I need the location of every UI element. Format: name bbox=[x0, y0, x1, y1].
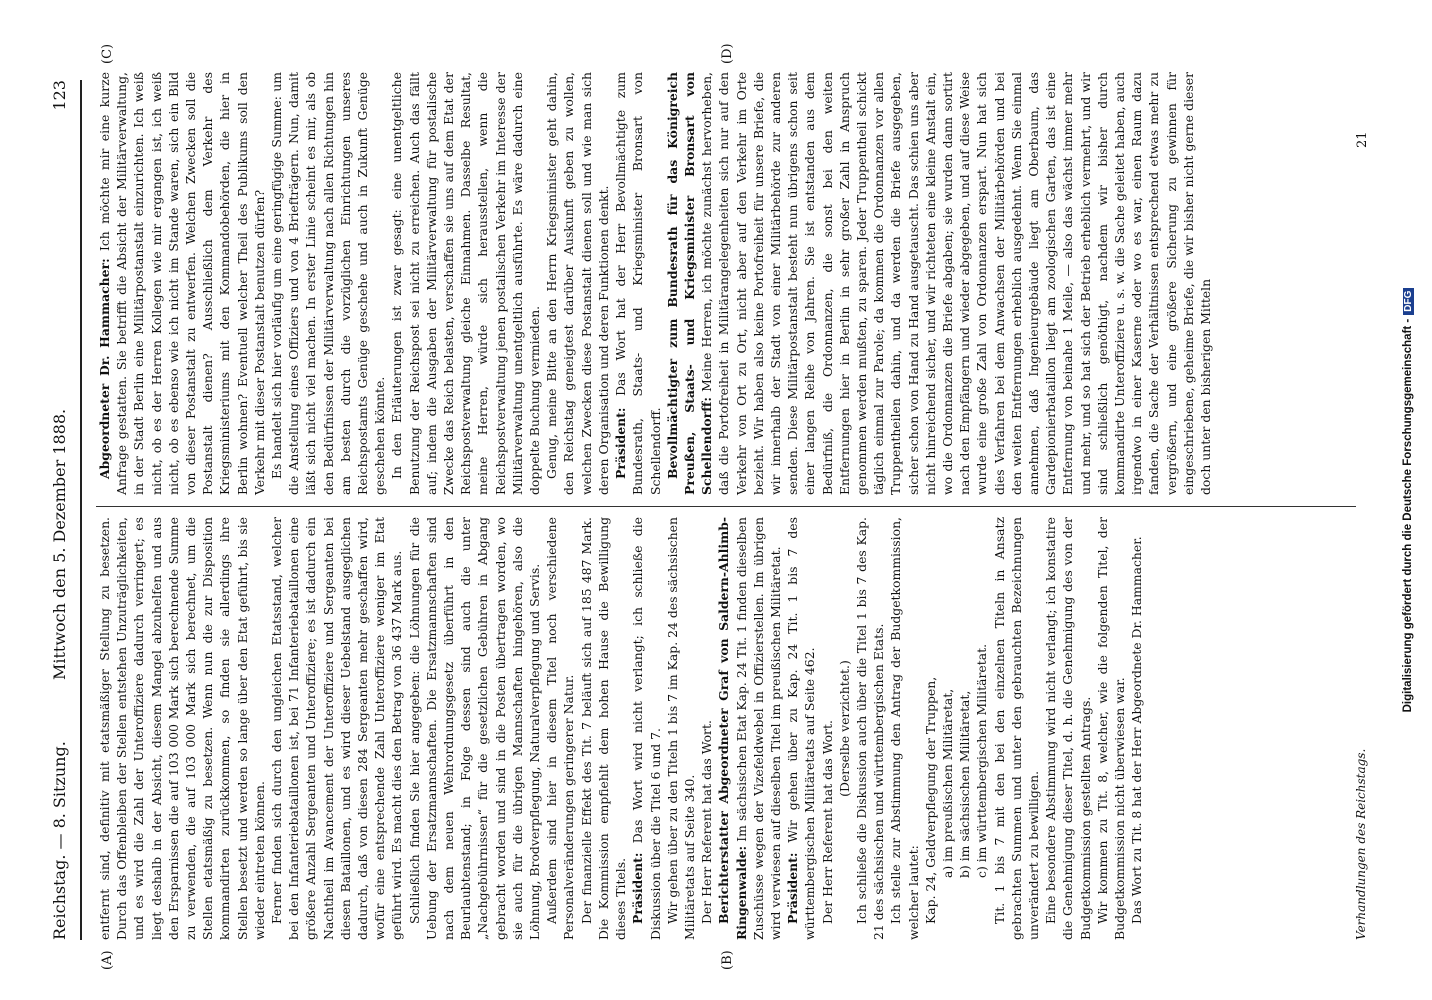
paragraph bbox=[268, 72, 388, 495]
paragraph bbox=[96, 72, 268, 495]
paragraph bbox=[406, 517, 544, 940]
paragraph bbox=[887, 517, 921, 940]
paragraph-text: Wir gehen über zu den Titeln 1 bis 7 im Kap. 24 des sächsischen Militäretats auf Seite 340. bbox=[664, 517, 697, 940]
header-rule bbox=[80, 80, 82, 940]
paragraph-text: Das Wort zu Tit. 8 hat der Herr Abgeordnete Dr. Hammacher. bbox=[1129, 536, 1145, 924]
paragraph bbox=[612, 72, 664, 495]
paragraph-text: In den Erläuterungen ist zwar gesagt: eine unentgeltliche Benutzung der Reichspost sei nicht zu erreichen. Auch das fällt auf; indem die Ausgaben der Militärverwaltung für postalische Zwecke das Reich belasten, verschaffen sie uns auf dem Etat der Reichspostverwaltung gleiche Einnahmen. Dasselbe Resultat, meine Herren, würde sich herausstellen, wenn die Reichspostverwaltung jenen postalischen Verkehr im Interesse der Militärverwaltung unentgeltlich ausführte. Es wäre dadurch eine doppelte Buchung vermieden. bbox=[389, 72, 543, 495]
header-date: Mittwoch den 5. Dezember 1888. bbox=[50, 408, 69, 680]
header-left: Reichstag. — 8. Sitzung. bbox=[50, 741, 69, 940]
paragraph-text: entfernt sind, definitiv mit etatsmäßiger Stellung zu besetzen. Durch das Offenbleiben der Stellen entstehen Unzuträglichkeiten, und es wird die Zahl der Unteroffiziere dadurch verringert; es liegt deshalb in der Absicht, diesem Mangel abzuhelfen und aus den Ersparnissen die auf 103 000 Mark sich berechnende Summe zu verwenden, die auf 103 000 Mark sich berechnet, um die Stellen etatsmäßig zu besetzen. Wenn nun die zur Disposition kommandirten zurückkommen, so finden sie allerdings ihre Stellen besetzt und werden so lange über den Etat geführt, bis sie wieder eintreten können. bbox=[97, 517, 267, 940]
page-header bbox=[50, 80, 80, 940]
paragraph bbox=[715, 517, 784, 940]
paragraph-text: Kap. 24, Geldverpflegung der Truppen, bbox=[922, 676, 938, 924]
paragraph bbox=[922, 517, 939, 924]
paragraph bbox=[578, 517, 630, 940]
paragraph-text: Tit. 1 bis 7 mit den bei den einzelnen Titeln in Ansatz gebrachten Summen und unter den gebrauchten Bezeichnungen unverändert zu bewilligen. bbox=[991, 517, 1041, 940]
paragraph bbox=[819, 517, 836, 940]
footer-title: Verhandlungen des Reichstags. bbox=[1354, 748, 1368, 940]
paragraph bbox=[629, 517, 663, 940]
paragraph bbox=[991, 517, 1043, 940]
paragraph-text: Der Herr Referent hat das Wort. bbox=[819, 720, 835, 924]
paragraph-text: Genug, meine Bitte an den Herrn Kriegsminister geht dahin, den Reichstag geneigtest darüber Auskunft geben zu wollen, welchen Zwecken diese Postanstalt dienen soll und wie man sich deren Organisation und deren Funktionen denkt. bbox=[544, 72, 611, 495]
margin-mark-c: (C) bbox=[100, 43, 115, 64]
speaker-name: Präsident: bbox=[785, 852, 801, 924]
speaker-name: Bevollmächtigter zum Bundesrath für das Königreich Preußen, Staats- und Kriegsminister Bronsart von Schellendorff: bbox=[664, 72, 715, 495]
paragraph-text: Es handelt sich hier vorläufig um eine geringfügige Summe: um die Anstellung eines Offiziers und von 4 Briefträgern. Nun, damit läßt sich nicht viel machen. In erster Linie scheint es mir, als ob den Bedürfnissen der Militärverwaltung nach allen Richtungen hin am besten durch die vorzüglichen Einrichtungen unseres Reichspostamts Genüge geschehe und auch in Zukunft Genüge geschehen könnte. bbox=[269, 72, 388, 495]
paragraph-text: a) im preußischen Militäretat, bbox=[939, 688, 955, 878]
margin-mark-b: (B) bbox=[720, 950, 735, 970]
paragraph-text: Schließlich finden Sie hier angegeben: die Löhnungen für die Uebung der Ersatzmannschaften. Die Ersatzmannschaften sind nach dem neuen Wehrordnungsgesetz überführt in den Beurlaubtenstand; in Folge dessen sind auch die unter „Nachgebührnissen“ für die gesetzlichen Gebühren in Abgang gebracht worden und sind in die Posten übertragen worden, wo sie auch für die übrigen Mannschaften hingehören, also die Löhnung, Brodverpflegung, Naturalverpflegung und Servis. bbox=[406, 517, 543, 940]
paragraph-text: Der finanzielle Effekt des Tit. 7 beläuft sich auf 185 487 Mark. Die Kommission empfiehlt dem hohen Hause die Bewilligung dieses Titels. bbox=[578, 517, 629, 940]
paragraph bbox=[836, 517, 853, 940]
dfg-stamp bbox=[1402, 0, 1414, 1000]
paragraph-text: c) im württembergischen Militäretat. bbox=[974, 643, 990, 878]
margin-mark-a: (A) bbox=[100, 950, 115, 970]
paragraph bbox=[1128, 517, 1145, 940]
paragraph bbox=[664, 72, 1215, 495]
paragraph-text: Ich möchte mir eine kurze Anfrage gestatten. Sie betrifft die Absicht der Militärverwaltung, in der Stadt Berlin eine Militärpostanstalt einzurichten. Ich weiß nicht, ob es der Herren Kollegen wie mir ergangen ist, ich weiß nicht, ob es ebenso wie ich nicht im Stande waren, sich ein Bild von dieser Postanstalt zu entwerfen. Welchen Zwecken soll die Postanstalt dienen? Ausschließlich dem Verkehr des Kriegsministeriums mit den Kommandobehörden, die hier in Berlin wohnen? Eventuell welcher Theil des Publikums soll den Verkehr mit dieser Postanstalt benutzen dürfen? bbox=[97, 72, 267, 495]
paragraph-text: Eine besondere Abstimmung wird nicht verlangt; ich konstatire die Genehmigung dieser Titel, d. h. die Genehmigung des von der Budgetkommission gestellten Antrags. bbox=[1043, 517, 1093, 940]
page-number: 123 bbox=[50, 80, 69, 111]
paragraph-text: Außerdem sind hier in diesem Titel noch verschiedene Personalveränderungen geringerer Natur. bbox=[544, 517, 577, 940]
paragraph bbox=[939, 517, 956, 878]
paragraph bbox=[543, 517, 577, 940]
sheet-number: 21 bbox=[1355, 131, 1370, 148]
paragraph-text: Das Wort wird nicht verlangt; ich schließe die Diskussion über die Titel 6 und 7. bbox=[630, 517, 663, 940]
paragraph-text: Im sächsischen Etat Kap. 24 Tit. 1 finden dieselben Zuschüsse wegen der Vizefeldwebel in Offizierstellen. Im übrigen wird verwiesen auf dieselben Titel im preußischen Militäretat. bbox=[733, 517, 783, 940]
paragraph bbox=[784, 517, 818, 940]
paragraph bbox=[956, 517, 973, 878]
paragraph bbox=[1042, 517, 1094, 940]
right-column bbox=[96, 72, 1214, 495]
stamp-text: Digitalisierung gefördert durch die Deutsche Forschungsgemeinschaft - bbox=[1402, 318, 1414, 713]
paragraph-text: b) im sächsischen Militäretat, bbox=[957, 690, 973, 878]
speaker-name: Präsident: bbox=[613, 407, 629, 479]
paragraph bbox=[388, 72, 543, 495]
paragraph bbox=[1094, 517, 1128, 940]
speaker-name: Abgeordneter Dr. Hammacher: bbox=[97, 258, 112, 479]
paragraph bbox=[543, 72, 612, 495]
left-column bbox=[96, 517, 1145, 940]
paragraph-text: Wir kommen zu Tit. 8, welcher, wie die folgenden Titel, der Budgetkommission nicht überwiesen war. bbox=[1094, 517, 1127, 940]
paragraph-text: Ferner finden sich durch den ungleichen Etatsstand, welcher bei den Infanteriebataillonen ist, bei 71 Infanteriebataillonen eine größere Anzahl Sergeanten und Unteroffiziere; es ist dadurch ein Nachtheil im Avancement der Unteroffiziere und Sergeanten bei diesen Bataillonen, und es wird dieser Uebelstand ausgeglichen dadurch, daß von diesen 284 Sergeanten mehr geschaffen wird, wofür eine entsprechende Zahl Unteroffiziere weniger im Etat geführt wird. Es macht dies den Betrag von 36 437 Mark aus. bbox=[269, 517, 405, 940]
paragraph bbox=[973, 517, 990, 878]
dfg-logo: DFG bbox=[1403, 288, 1414, 315]
paragraph-text: Ich schließe die Diskussion auch über die Titel 1 bis 7 des Kap. 21 des sächsischen und württembergischen Etats. bbox=[853, 517, 887, 940]
paragraph bbox=[96, 517, 268, 940]
paragraph-text: Das Wort hat der Herr Bevollmächtigte zum Bundesrath, Staats- und Kriegsminister Bronsart von Schellendorff. bbox=[613, 72, 663, 495]
paragraph bbox=[853, 517, 887, 940]
speaker-name: Präsident: bbox=[630, 852, 646, 924]
paragraph-text: Der Herr Referent hat das Wort. bbox=[699, 720, 715, 924]
paragraph-text: Wir gehen über zu Kap. 24 Tit. 1 bis 7 des württembergischen Militäretats auf Seite 462. bbox=[785, 517, 818, 940]
margin-mark-d: (D) bbox=[720, 43, 735, 64]
column-divider bbox=[96, 506, 1356, 507]
speaker-name: Berichterstatter Abgeordneter Graf von Saldern-Ahlimb-Ringenwalde: bbox=[716, 517, 749, 940]
paragraph-text: Meine Herren, ich möchte zunächst hervorheben, daß die Portofreiheit in Militärangelegenheiten sich nur auf den Verkehr von Ort zu Ort, nicht aber auf den Verkehr im Orte bezieht. Wir haben also keine Portofreiheit für unsere Briefe, die wir innerhalb der Stadt von einer Militärbehörde zur anderen senden. Diese Militärpostanstalt besteht nun übrigens schon seit einer langen Reihe von Jahren. Sie ist entstanden aus dem Bedürfniß, die Ordonnanzen, die sonst bei den weiten Entfernungen hier in Berlin in sehr großer Zahl in Anspruch genommen werden mußten, zu sparen. Jeder Truppentheil schickt täglich einmal zur Parole; da kommen die Ordonnanzen vor allen Truppentheilen dahin, und da werden die Briefe ausgegeben, sicher schon von Hand zu Hand ausgetauscht. Das schien uns aber nicht hinreichend sicher, und wir richteten eine kleine Anstalt ein, wo die Ordonnanzen die Briefe abgaben; sie wurden dann sortirt nach den Empfängern und wieder abgegeben, und auf diese Weise wurde eine große Zahl von Ordonnanzen erspart. Nun hat sich dies Verfahren bei dem Anwachsen der Militärbehörden und bei den weiten Entfernungen erheblich ausgedehnt. Wenn Sie einmal annehmen, daß Ingenieurgebäude liegt am Oberbaum, das Gardepionierbataillon liegt am zoologischen Garten, das ist eine Entfernung von beinahe 1 Meile, — also das wächst immer mehr und mehr, und so hat sich der Betrieb erheblich vermehrt, und wir sind schließlich genöthigt, nachdem wir bisher durch kommandirte Unteroffiziere u. s. w. die Sache geleitet haben, auch irgendwo in einer Kaserne oder wo es war, einen Raum dazu fanden, die Sache der Verhältnissen entsprechend etwas mehr zu vergrößern, und eine größere Sicherung zu gewinnen für eingeschriebene, geheime Briefe, die wir bisher nicht gerne dieser doch unter den bisherigen Mitteln bbox=[699, 72, 1213, 495]
paragraph-text: Ich stelle zur Abstimmung den Antrag der Budgetkommission, welcher lautet: bbox=[888, 517, 921, 940]
paragraph-text: (Derselbe verzichtet.) bbox=[836, 660, 852, 797]
paragraph bbox=[268, 517, 406, 940]
paragraph bbox=[664, 517, 698, 940]
paragraph bbox=[698, 517, 715, 940]
